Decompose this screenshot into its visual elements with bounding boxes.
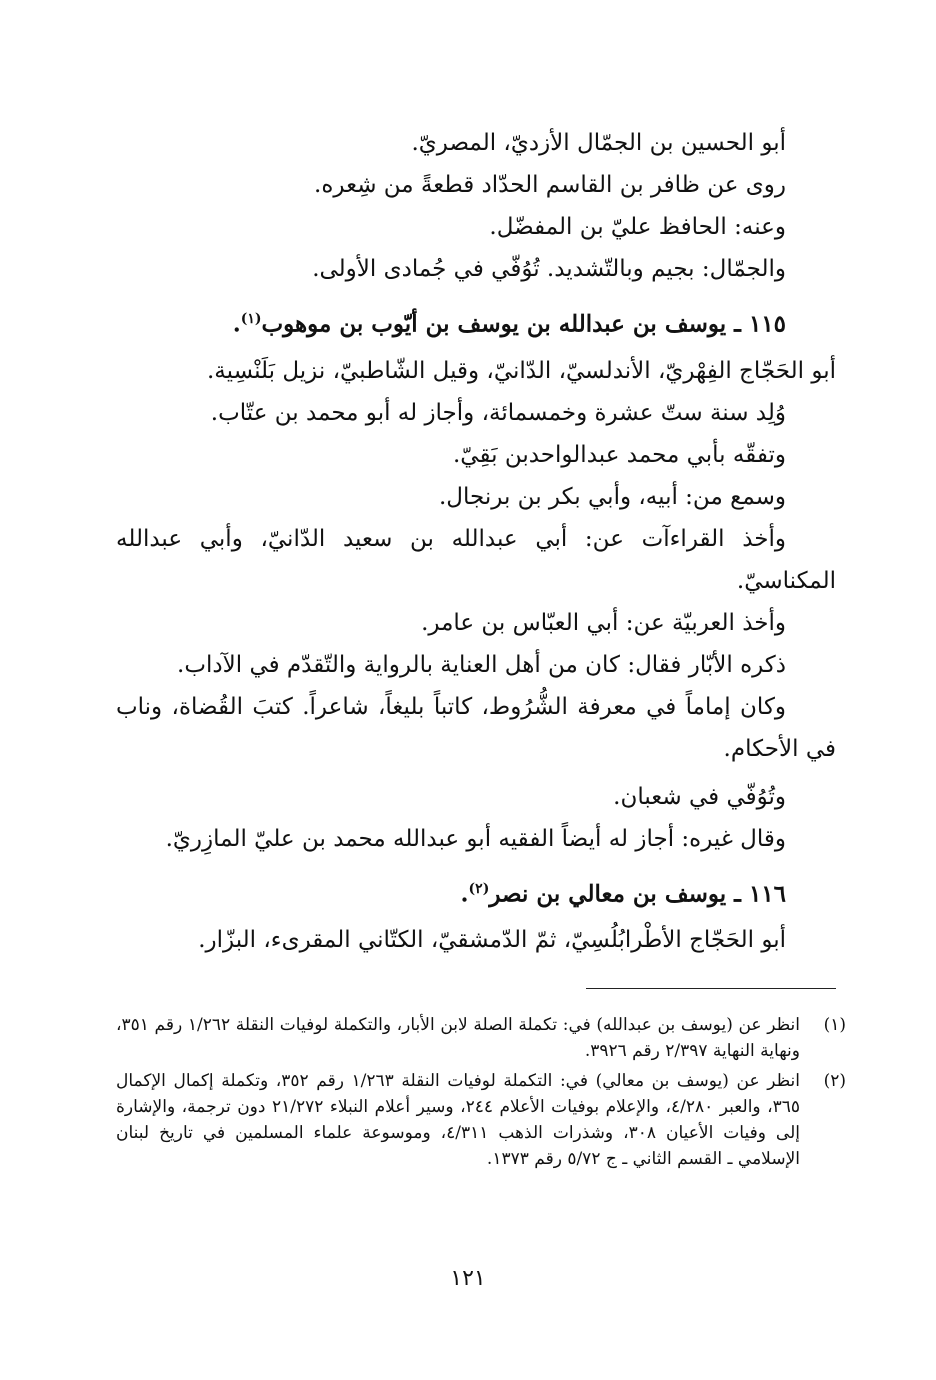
footnote-text: انظر عن (يوسف بن معالي) في: التكملة لوفيات النقلة ١/٢٦٣ رقم ٣٥٢، وتكملة إكمال الإكمال ٣٦٥، والعبر ٤/٢٨٠، والإعلام بوفيات الأعلام ٢٤٤، وسير أعلام النبلاء ٢١/٢٧٢ دون ترجمة، والإشارة إلى وفيات الأعيان ٣٠٨، وشذرات الذهب ٤/٣١١، وموسوعة علماء المسلمين في تاريخ لبنان الإسلامي ـ القسم الثاني ـ ج ٥/٧٢ رقم ١٣٧٣. <box>116 1071 800 1169</box>
text-line: وكان إماماً في معرفة الشُّرُوط، كاتباً بليغاً، شاعراً. كتبَ القُضاة، وناب <box>116 693 786 720</box>
entry-heading-text: ١١٥ ـ يوسف بن عبدالله بن يوسف بن أيّوب بن موهوب <box>261 310 786 338</box>
footnote-2 <box>116 1068 846 1172</box>
footnote-divider <box>586 988 836 989</box>
text-line: المكناسيّ. <box>736 567 836 594</box>
text-line: أبو الحَجّاج الأطْرابُلُسِيّ، ثمّ الدّمشقيّ، الكتّاني المقرىء، البزّار. <box>198 927 786 954</box>
text-line: والجمّال: بجيم وبالتّشديد. تُوُفّي في جُمادى الأولى. <box>312 256 786 282</box>
text-line: وعنه: الحافظ عليّ بن المفضّل. <box>489 214 786 240</box>
footnote-ref: (٢) <box>468 880 490 897</box>
text-line: وُلِد سنة ستّ عشرة وخمسمائة، وأجاز له أبو محمد بن عتّاب. <box>210 399 786 426</box>
main-text <box>116 122 836 961</box>
footnote-text: انظر عن (يوسف بن عبدالله) في: تكملة الصلة لابن الأبار، والتكملة لوفيات النقلة ١/٢٦٢ رقم ٣٥١، ونهاية النهاية ٢/٣٩٧ رقم ٣٩٢٦. <box>116 1015 800 1061</box>
text-line: وتفقّه بأبي محمد عبدالواحدبن بَقِيّ. <box>453 441 786 468</box>
text-line: وتُوُفّي في شعبان. <box>613 783 786 810</box>
page-number: ١٢١ <box>450 1266 486 1291</box>
footnote-number: (١) <box>823 1015 846 1035</box>
text-line: وأخذ العربيّة عن: أبي العبّاس بن عامر. <box>421 609 786 636</box>
heading-end: . <box>232 310 241 338</box>
text-line: وسمع من: أبيه، وأبي بكر بن برنجال. <box>439 483 786 510</box>
entry-heading-116 <box>116 868 836 916</box>
text-line: وقال غيره: أجاز له أيضاً الفقيه أبو عبدالله محمد بن عليّ المازِريّ. <box>165 825 786 852</box>
heading-end: . <box>460 880 469 908</box>
footnotes <box>116 1012 846 1176</box>
text-line: ذكره الأبّار فقال: كان من أهل العناية بالرواية والتّقدّم في الآداب. <box>177 651 786 678</box>
entry-heading-text: ١١٦ ـ يوسف بن معالي بن نصر <box>489 880 786 908</box>
text-line: روى عن ظافر بن القاسم الحدّاد قطعةً من شِعره. <box>314 172 786 198</box>
text-line: أبو الحَجّاج الفِهْريّ، الأندلسيّ، الدّانيّ، وقيل الشّاطبيّ، نزيل بَلَنْسِية. <box>206 357 836 384</box>
text-line: في الأحكام. <box>723 735 836 762</box>
entry-heading-115 <box>116 298 836 346</box>
footnote-ref: (١) <box>240 311 262 327</box>
footnote-1 <box>116 1012 846 1064</box>
text-line: وأخذ القراءآت عن: أبي عبدالله بن سعيد الدّانيّ، وأبي عبدالله <box>116 525 786 552</box>
text-line: أبو الحسين بن الجمّال الأزديّ، المصريّ. <box>411 130 786 156</box>
footnote-number: (٢) <box>823 1071 846 1091</box>
